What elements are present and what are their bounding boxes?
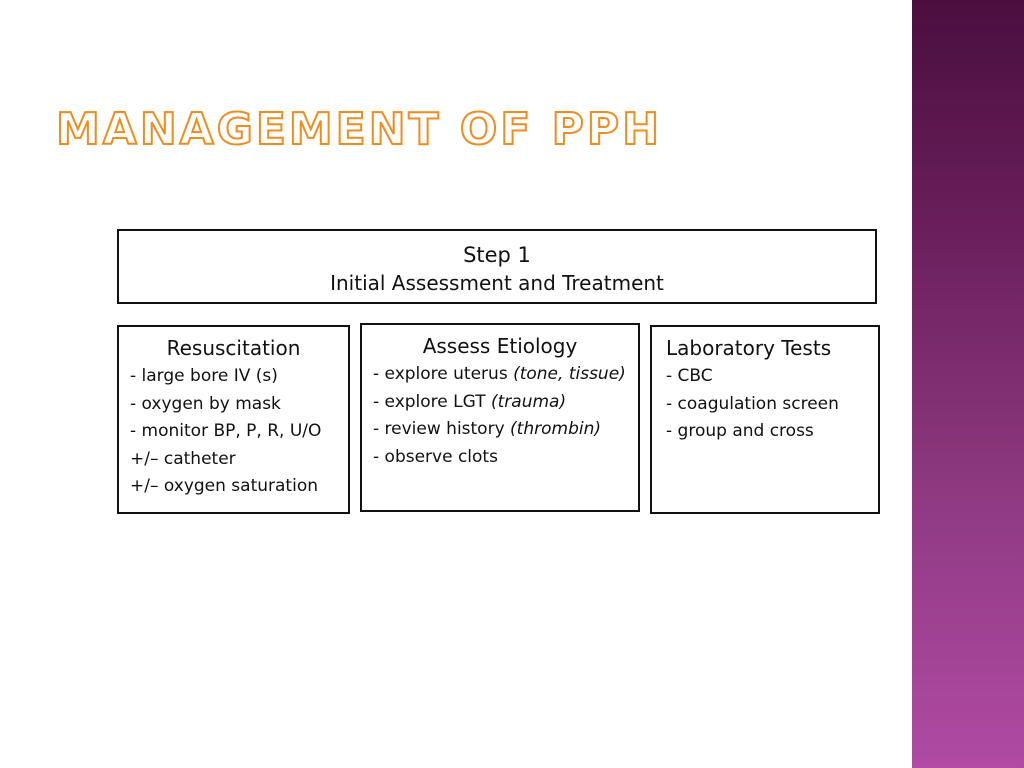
slide-title: MANAGEMENT OF PPH xyxy=(56,104,662,155)
list-item-text: - explore uterus xyxy=(373,364,514,384)
assess-etiology-heading: Assess Etiology xyxy=(422,334,578,358)
list-item: - CBC xyxy=(666,366,713,386)
resuscitation-box xyxy=(117,325,350,514)
laboratory-tests-list xyxy=(652,363,878,446)
list-item-text: - explore LGT xyxy=(373,391,491,412)
list-item-note: (thrombin) xyxy=(510,419,601,439)
list-item-text: - review history xyxy=(373,419,511,439)
laboratory-tests-heading: Laboratory Tests xyxy=(666,336,832,360)
list-item xyxy=(373,361,638,389)
assess-etiology-box xyxy=(360,323,640,512)
list-item: +/– catheter xyxy=(130,448,236,469)
list-item: - monitor BP, P, R, U/O xyxy=(130,421,322,441)
step-title: Step 1 xyxy=(463,243,531,267)
list-item: - large bore IV (s) xyxy=(130,366,278,386)
decorative-side-bar xyxy=(912,0,1024,768)
resuscitation-list xyxy=(119,363,348,501)
step-subtitle: Initial Assessment and Treatment xyxy=(330,271,664,295)
list-item: +/– oxygen saturation xyxy=(130,476,318,496)
list-item: - oxygen by mask xyxy=(130,393,281,414)
laboratory-tests-box xyxy=(650,325,880,514)
list-item xyxy=(373,389,638,417)
step-box xyxy=(117,229,877,304)
resuscitation-heading: Resuscitation xyxy=(166,336,301,360)
list-item: - group and cross xyxy=(666,421,814,441)
assess-etiology-list xyxy=(362,361,638,471)
list-item xyxy=(373,444,638,472)
list-item xyxy=(373,416,638,444)
list-item-note: (tone, tissue) xyxy=(513,364,626,384)
list-item-note: (trauma) xyxy=(490,391,567,412)
list-item: - coagulation screen xyxy=(666,393,839,414)
list-item-text: - observe clots xyxy=(373,446,498,467)
